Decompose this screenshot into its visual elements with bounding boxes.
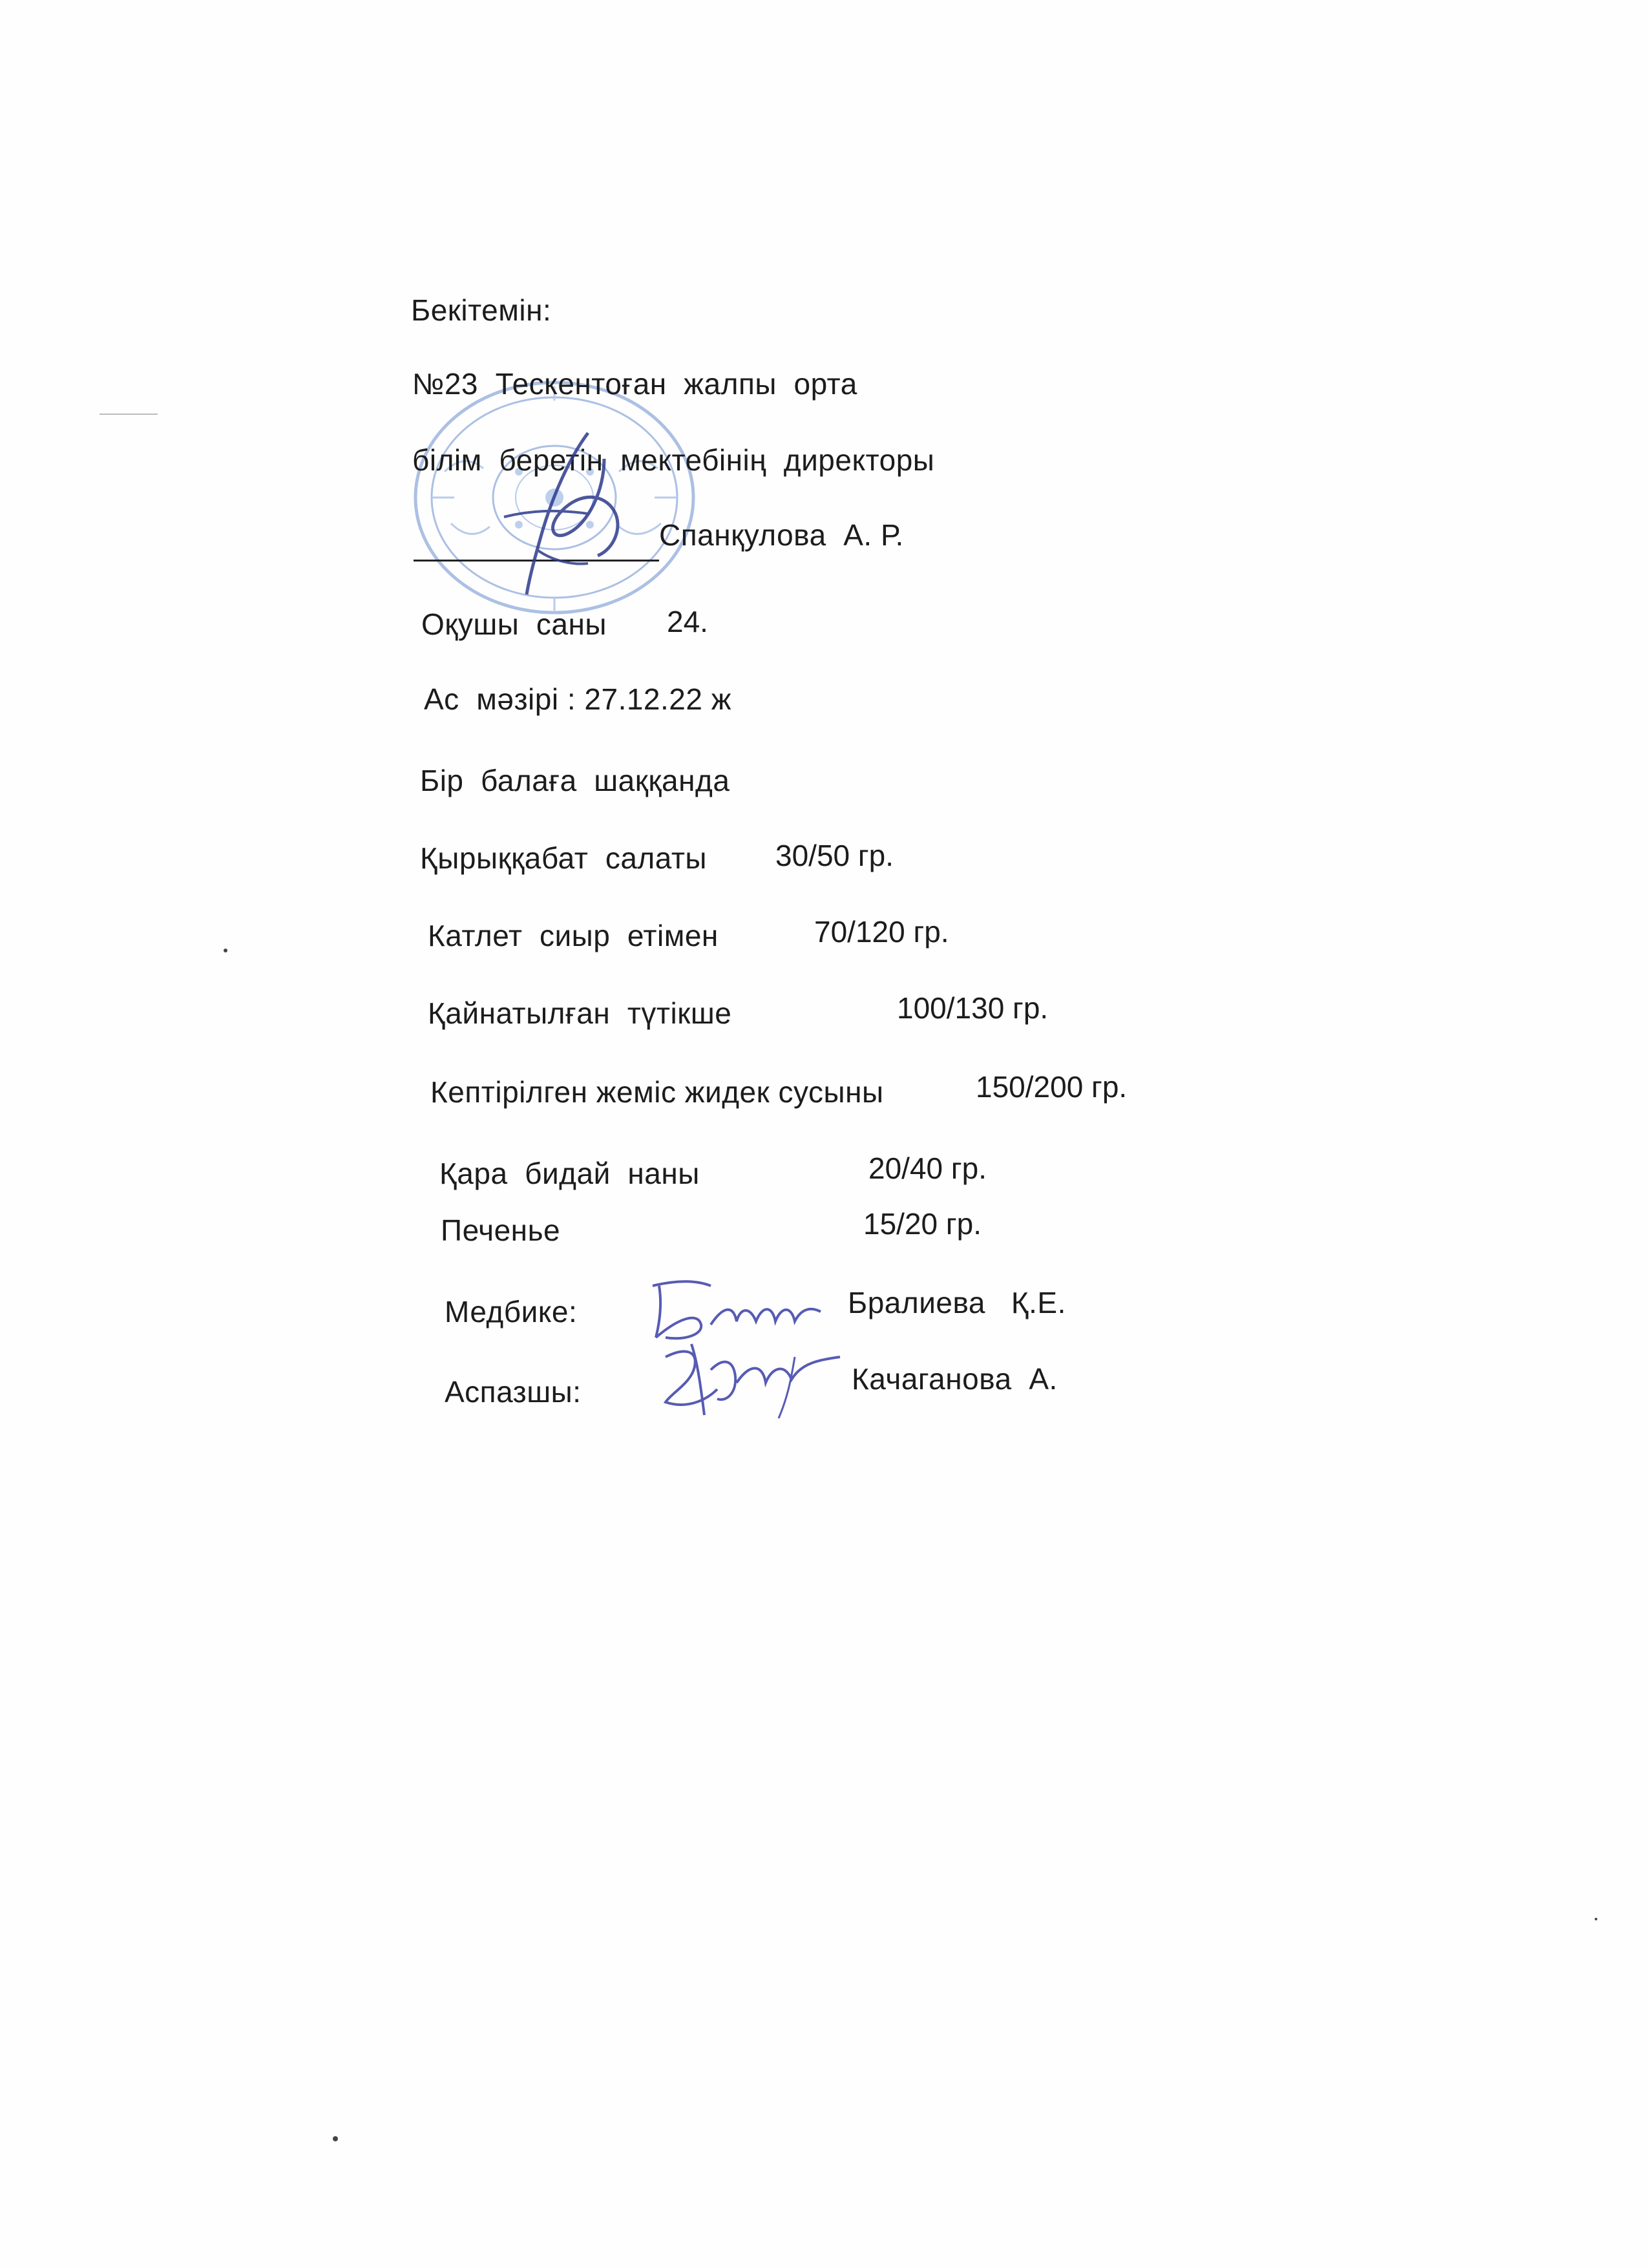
cook-name: Качаганова А. [852, 1362, 1058, 1396]
menu-item-amount: 100/130 гр. [897, 991, 1049, 1025]
nurse-label: Медбике: [445, 1295, 578, 1328]
menu-date: Ас мәзірі : 27.12.22 ж [424, 682, 732, 716]
approval-heading: Бекітемін: [411, 293, 552, 327]
menu-item-name: Қара бидай наны [439, 1157, 700, 1190]
menu-item-name: Кептірілген жеміс жидек сусыны [430, 1075, 884, 1109]
per-child-heading: Бір балаға шаққанда [420, 764, 730, 797]
nurse-name: Бралиева Қ.Е. [848, 1286, 1066, 1319]
menu-item-amount: 30/50 гр. [775, 839, 894, 872]
students-count-label: Оқушы саны [421, 607, 607, 641]
director-signature [491, 420, 659, 614]
scan-speck [333, 2136, 338, 2141]
students-count-value: 24. [667, 605, 708, 638]
menu-item-amount: 15/20 гр. [863, 1207, 982, 1241]
menu-item-name: Қырыққабат салаты [420, 841, 707, 875]
menu-item-name: Печенье [441, 1213, 561, 1247]
menu-item-name: Катлет сиыр етімен [428, 919, 719, 952]
menu-item-amount: 20/40 гр. [868, 1151, 987, 1185]
cook-signature [646, 1331, 853, 1422]
director-name: Спанқулова А. Р. [659, 518, 904, 552]
cook-label: Аспазшы: [445, 1375, 582, 1409]
menu-item-amount: 70/120 гр. [814, 915, 949, 949]
menu-item-amount: 150/200 гр. [976, 1070, 1128, 1104]
scan-speck [224, 949, 227, 952]
school-name-line-1: №23 Тескентоған жалпы орта [412, 367, 857, 401]
menu-item-name: Қайнатылған түтікше [428, 996, 732, 1030]
scan-speck [1595, 1918, 1597, 1920]
school-name-line-2: білім беретін мектебінің директоры [412, 443, 935, 477]
scan-speck [100, 414, 158, 415]
